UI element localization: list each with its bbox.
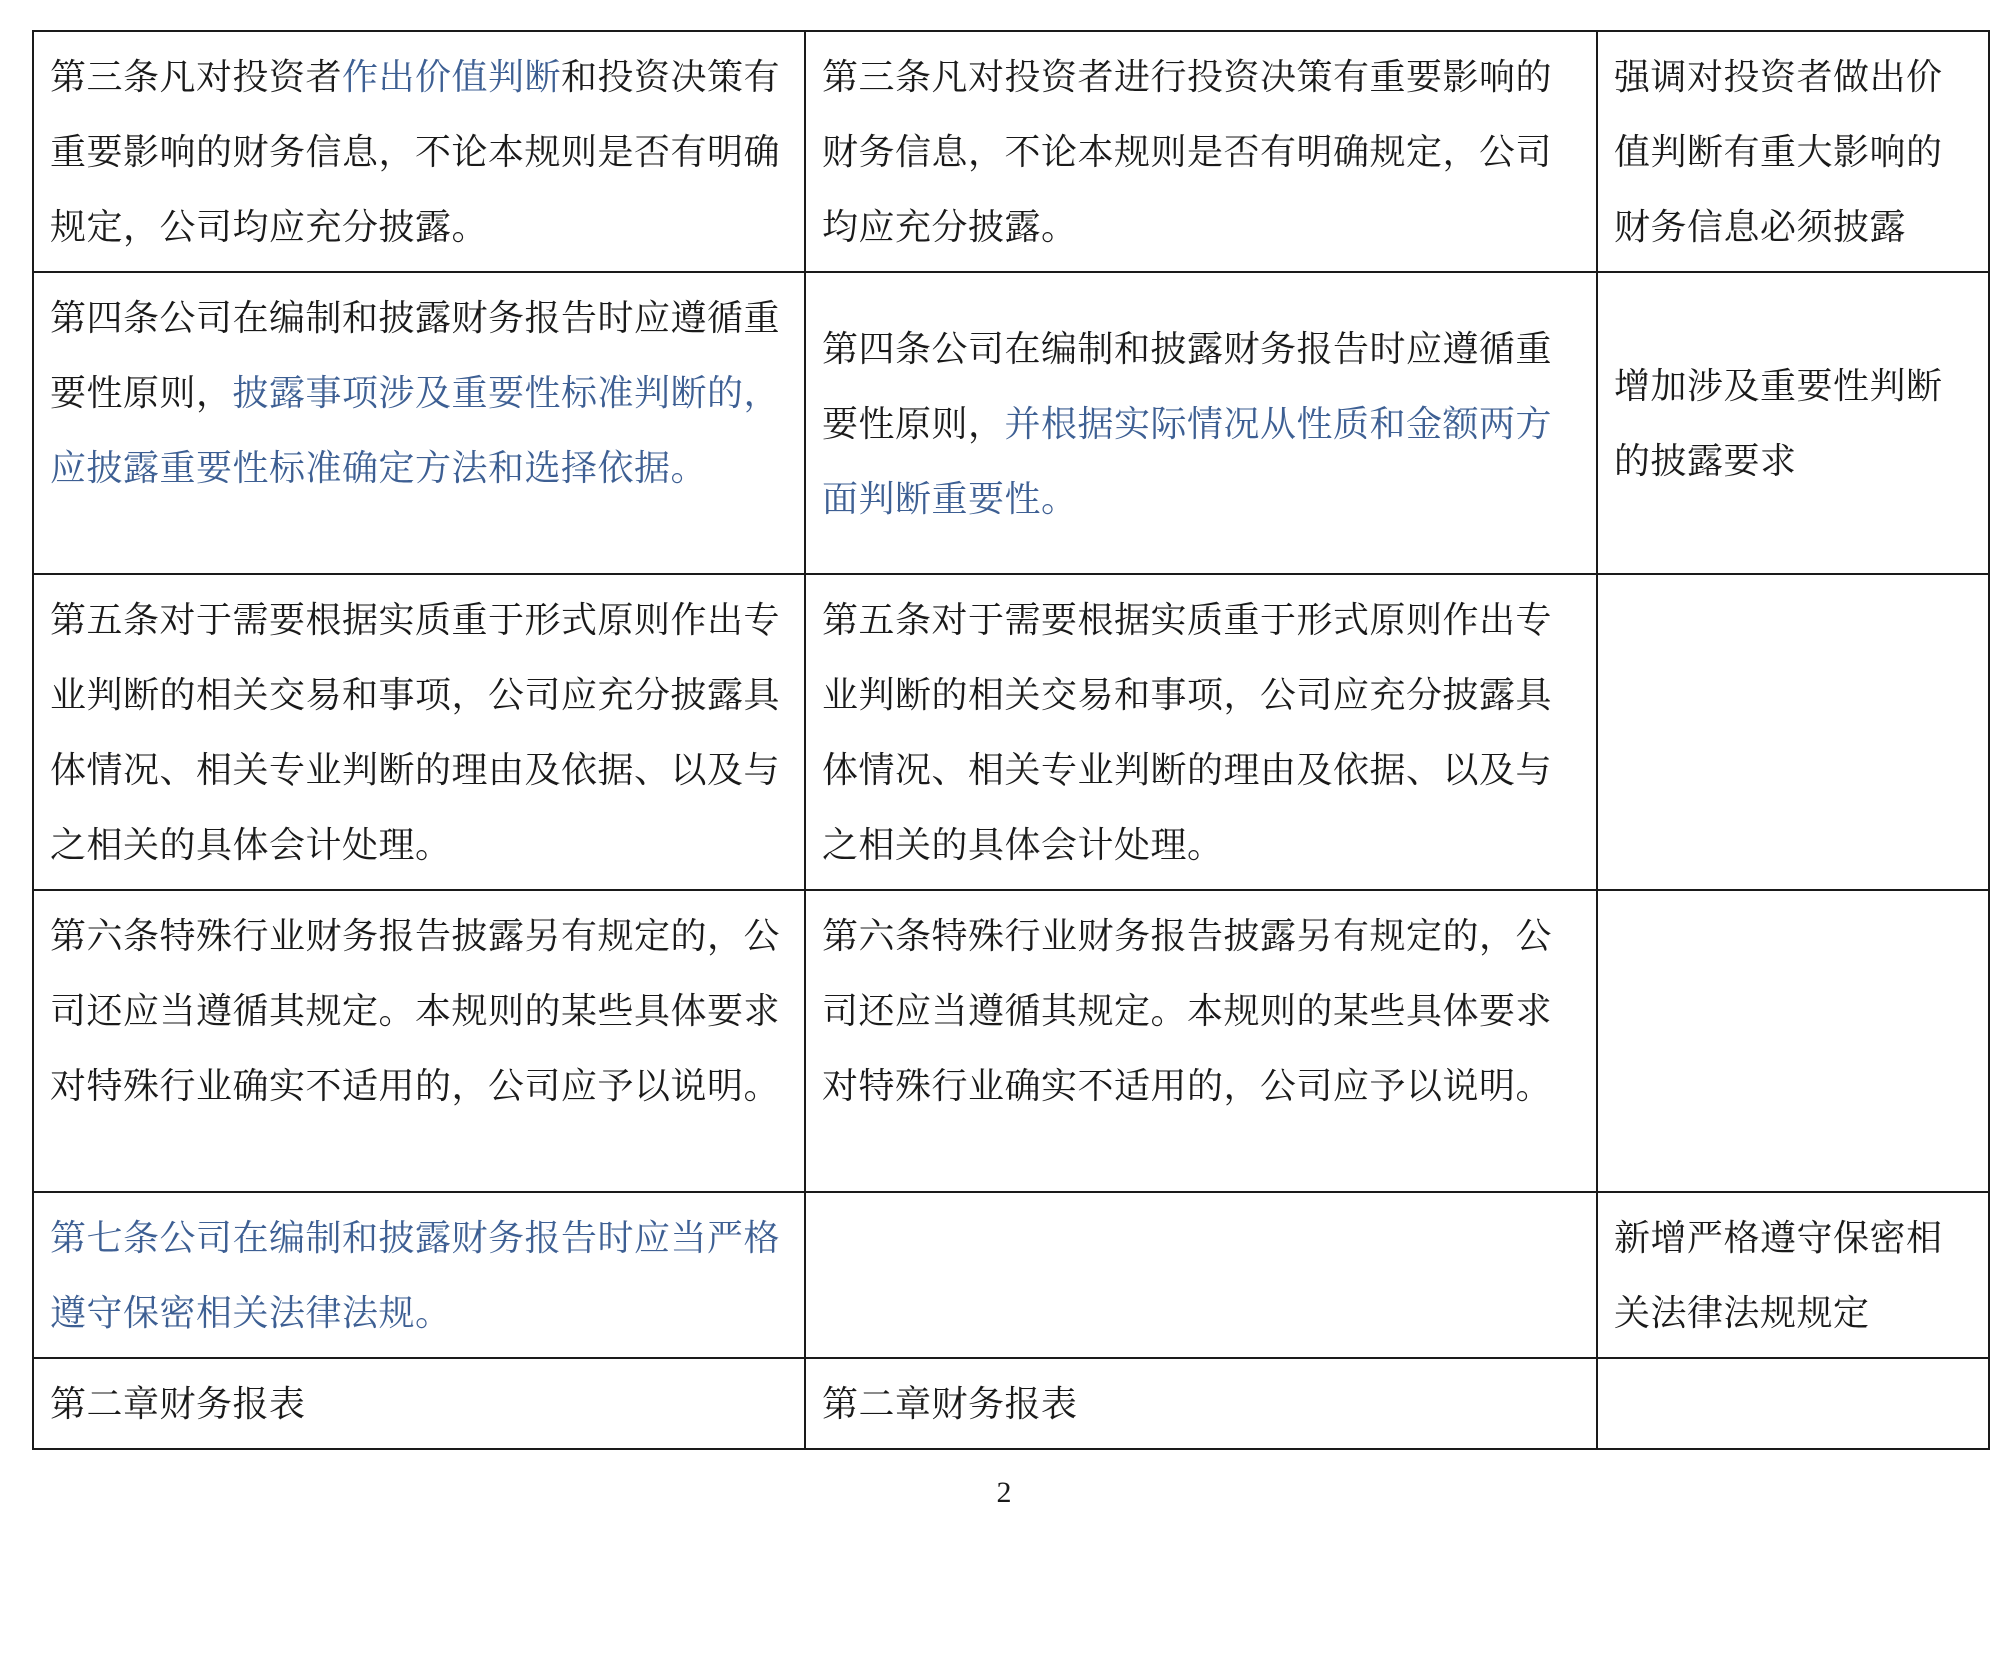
table-row xyxy=(33,574,1989,890)
document-page xyxy=(32,30,1988,1450)
note-text: 增加涉及重要性判断的披露要求 xyxy=(1614,366,1943,482)
note-cell xyxy=(1597,272,1989,574)
table-row xyxy=(33,272,1989,574)
table-row xyxy=(33,890,1989,1192)
new-text-cell xyxy=(805,1358,1597,1449)
new-text-cell xyxy=(805,272,1597,574)
table-row xyxy=(33,1192,1989,1358)
new-text-cell xyxy=(805,890,1597,1192)
table-row xyxy=(33,1358,1989,1449)
table-row xyxy=(33,31,1989,272)
new-text-cell xyxy=(805,574,1597,890)
old-text: 第二章财务报表 xyxy=(50,1384,306,1425)
old-text-highlight: 第七条公司在编制和披露财务报告时应当严格遵守保密相关法律法规。 xyxy=(50,1218,781,1334)
new-text: 第四条公司在编制和披露财务报告时应遵循重要性原则， xyxy=(822,328,1553,445)
old-text-cell xyxy=(33,574,805,890)
new-text-cell xyxy=(805,1192,1597,1358)
old-text-cell xyxy=(33,31,805,272)
old-text: 第五条对于需要根据实质重于形式原则作出专业判断的相关交易和事项，公司应充分披露具体情况、相关专业判断的理由及依据、以及与之相关的具体会计处理。 xyxy=(50,600,781,866)
new-text: 第三条凡对投资者进行投资决策有重要影响的财务信息，不论本规则是否有明确规定，公司均应充分披露。 xyxy=(822,57,1553,248)
new-text: 第五条对于需要根据实质重于形式原则作出专业判断的相关交易和事项，公司应充分披露具体情况、相关专业判断的理由及依据、以及与之相关的具体会计处理。 xyxy=(822,600,1553,866)
note-cell xyxy=(1597,1358,1989,1449)
old-text: 第四条公司在编制和披露财务报告时应遵循重要性原则， xyxy=(50,298,781,414)
old-text: 第三条凡对投资者 xyxy=(50,57,343,98)
page-number: 2 xyxy=(996,1476,1012,1509)
old-text: 和投资决策有重要影响的财务信息，不论本规则是否有明确规定，公司均应充分披露。 xyxy=(50,57,781,248)
old-text: 第六条特殊行业财务报告披露另有规定的，公司还应当遵循其规定。本规则的某些具体要求对特殊行业确实不适用的，公司应予以说明。 xyxy=(50,916,781,1107)
note-cell xyxy=(1597,890,1989,1192)
note-cell xyxy=(1597,31,1989,272)
old-text-cell xyxy=(33,272,805,574)
old-text-highlight: 作出价值判断 xyxy=(342,57,562,98)
note-text: 新增严格遵守保密相关法律法规规定 xyxy=(1614,1218,1943,1334)
new-text-highlight: 并根据实际情况从性质和金额两方面判断重要性。 xyxy=(822,403,1553,520)
old-text-cell xyxy=(33,1192,805,1358)
old-text-cell xyxy=(33,1358,805,1449)
note-text: 强调对投资者做出价值判断有重大影响的财务信息必须披露 xyxy=(1614,57,1943,248)
comparison-table xyxy=(32,30,1990,1450)
old-text-cell xyxy=(33,890,805,1192)
new-text: 第二章财务报表 xyxy=(822,1384,1078,1425)
new-text-cell xyxy=(805,31,1597,272)
new-text: 第六条特殊行业财务报告披露另有规定的，公司还应当遵循其规定。本规则的某些具体要求对特殊行业确实不适用的，公司应予以说明。 xyxy=(822,916,1553,1107)
old-text-highlight: 披露事项涉及重要性标准判断的，应披露重要性标准确定方法和选择依据。 xyxy=(50,373,781,489)
note-cell xyxy=(1597,1192,1989,1358)
note-cell xyxy=(1597,574,1989,890)
